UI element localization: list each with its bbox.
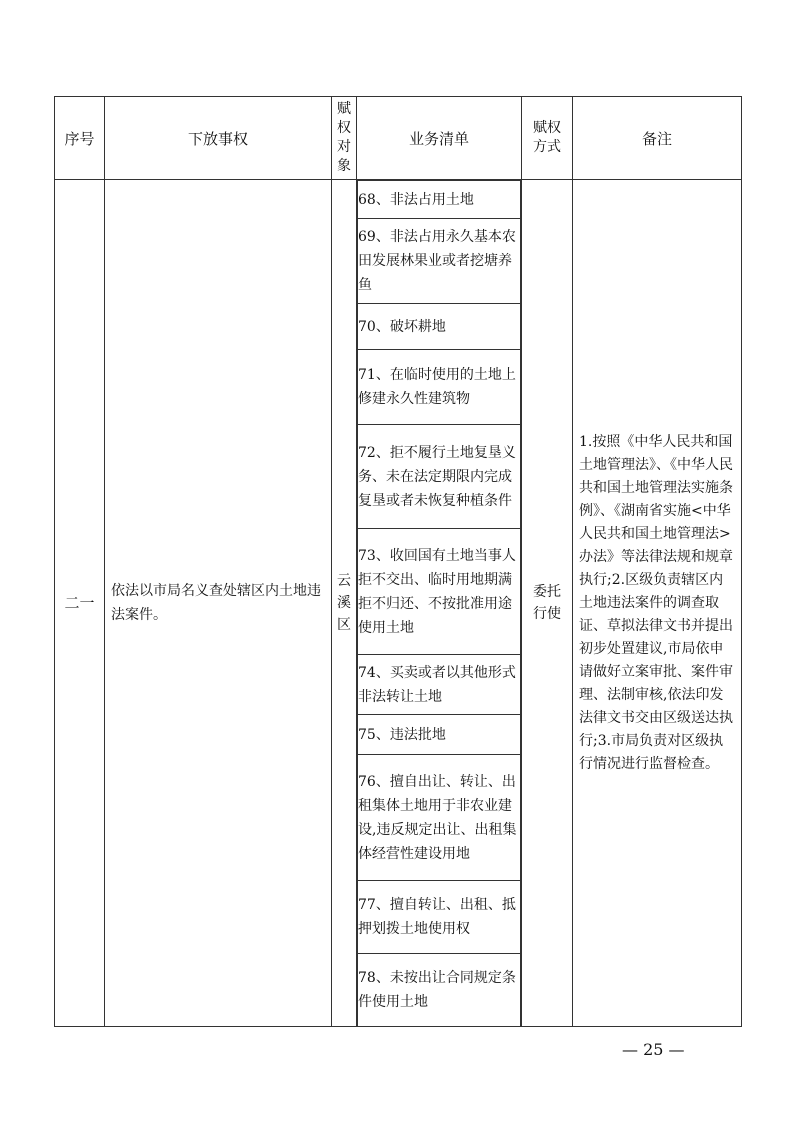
row-target-char: 溪 [337,595,351,611]
row-method-line: 行使 [533,606,561,622]
business-list-cell [357,180,522,1027]
header-method-line: 方式 [533,139,561,155]
row-seq: 二一 [55,180,105,1027]
row-method-line: 委托 [533,584,561,600]
list-item: 68、非法占用土地 [358,181,521,219]
list-item: 76、擅自出让、转让、出租集体土地用于非农业建设,违反规定出让、出租集体经营性建设用地 [358,755,521,881]
header-target-char: 赋 [337,101,351,117]
row-target-char: 云 [337,573,351,589]
list-item: 71、在临时使用的土地上修建永久性建筑物 [358,350,521,425]
header-method-line: 赋权 [533,120,561,136]
header-power: 下放事权 [105,97,332,180]
table-row [55,180,742,1027]
row-remark: 1.按照《中华人民共和国土地管理法》、《中华人民共和国土地管理法实施条例》、《湖南省实施<中华人民共和国土地管理法>办法》等法律法规和规章执行;2.区级负责辖区内土地违法案件的调查取证、草拟法律文书并提出初步处置建议,市局依申请做好立案审批、案件审理、法制审核,依法印发法律文书交由区级送达执行;3.市局负责对区级执行情况进行监督检查。 [573,180,742,1027]
row-target [332,180,357,1027]
header-target [332,97,357,180]
list-item: 78、未按出让合同规定条件使用土地 [358,954,521,1027]
list-item: 77、擅自转让、出租、抵押划拨土地使用权 [358,881,521,954]
row-target-char: 区 [337,617,351,633]
page-number: — 25 — [622,1040,685,1059]
header-business: 业务清单 [357,97,522,180]
header-target-char: 对 [337,139,351,155]
list-item: 70、破坏耕地 [358,304,521,350]
header-remark: 备注 [573,97,742,180]
business-list [357,180,521,1026]
delegation-table [54,96,742,1027]
header-row [55,97,742,180]
header-target-char: 权 [337,120,351,136]
list-item: 75、违法批地 [358,715,521,755]
header-method [522,97,573,180]
list-item: 69、非法占用永久基本农田发展林果业或者挖塘养鱼 [358,219,521,304]
row-method [522,180,573,1027]
header-seq: 序号 [55,97,105,180]
header-target-char: 象 [337,158,351,174]
list-item: 72、拒不履行土地复垦义务、未在法定期限内完成复垦或者未恢复种植条件 [358,425,521,529]
list-item: 74、买卖或者以其他形式非法转让土地 [358,655,521,715]
list-item: 73、收回国有土地当事人拒不交出、临时用地期满拒不归还、不按批准用途使用土地 [358,529,521,655]
row-power: 依法以市局名义查处辖区内土地违法案件。 [105,180,332,1027]
